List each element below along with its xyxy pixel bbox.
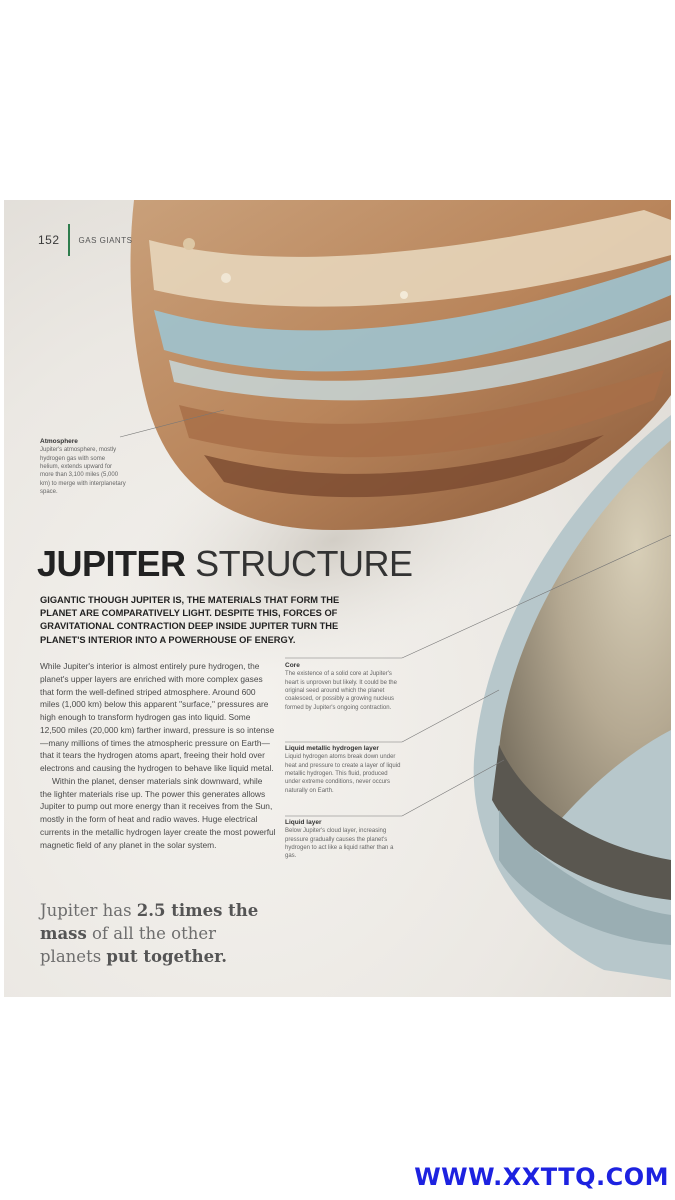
callout-metallic-title: Liquid metallic hydrogen layer (285, 745, 379, 752)
title-bold: JUPITER (37, 543, 186, 584)
quote-bold-2: put together. (106, 946, 228, 966)
quote-bold-1: 2.5 times the mass (40, 901, 259, 943)
callout-metallic-body: Liquid hydrogen atoms break down under heat and pressure to create a layer of liquid metallic hydrogen. This fluid, produced under extreme conditions, never occurs naturally on Earth. (285, 754, 401, 794)
atmosphere-label-title: Atmosphere (40, 438, 78, 445)
title-light: STRUCTURE (195, 543, 413, 584)
atmosphere-label-body: Jupiter's atmosphere, mostly hydrogen gas with some helium, extends upward for more than 3,100 miles (5,000 km) to merge with interplanetary space. (40, 447, 126, 495)
running-header (38, 224, 132, 256)
header-rule (68, 224, 70, 256)
quote-part-1: Jupiter has (40, 901, 137, 920)
atmosphere-label (40, 438, 126, 496)
callout-liquid-title: Liquid layer (285, 819, 322, 826)
body-paragraph-2: Within the planet, denser materials sink downward, while the lighter materials rise up. The power this generates allows Jupiter to pump out more energy than it receives from the Sun, mostly in the form of heat and radio waves. Huge electrical currents in the metallic hydrogen layer create the most powerful magnetic field of any planet in the solar system. (40, 775, 276, 850)
intro-paragraph: GIGANTIC THOUGH JUPITER IS, THE MATERIALS THAT FORM THE PLANET ARE COMPARATIVELY LIGHT. DESPITE THIS, FORCES OF GRAVITATIONAL CONTRACTION DEEP INSIDE JUPITER TURN THE PLANET'S INTERIOR INTO A POWERHOUSE OF ENERGY. (40, 595, 340, 645)
page-title (37, 543, 413, 585)
jupiter-atmosphere-slice (130, 200, 671, 530)
callout-core-body: The existence of a solid core at Jupiter's heart is unproven but likely. It could be the original seed around which the planet coalesced, or possibly a growing nucleus formed by Jupiter's ongoing contraction. (285, 671, 397, 711)
body-paragraph-1: While Jupiter's interior is almost entirely pure hydrogen, the planet's upper layers are enriched with more complex gases that form the well-defined striped atmosphere. Around 600 miles (1,000 km) below this apparent "surface," pressures are high enough to transform hydrogen gas into liquid. Some 12,500 miles (20,000 km) farther inward, pressure is so intense—many millions of times the atmospheric pressure on Earth—that it tears the hydrogen atoms apart, freeing their hold over electrons and causing the hydrogen to behave like liquid metal. (40, 661, 275, 774)
body-text (40, 660, 276, 851)
callout-liquid-body: Below Jupiter's cloud layer, increasing pressure gradually causes the planet's hydrogen to act like a liquid rather than a gas. (285, 828, 394, 860)
watermark-text: WWW.XXTTQ.COM (414, 1163, 669, 1191)
callout-liquid-layer (285, 819, 403, 861)
book-page (4, 200, 671, 997)
section-name: GAS GIANTS (78, 235, 133, 245)
callout-core-title: Core (285, 662, 300, 669)
callout-metallic-hydrogen (285, 745, 403, 795)
callout-core (285, 662, 403, 712)
pull-quote (40, 900, 280, 968)
quote-part-2: of all the other planets (40, 923, 217, 966)
page-number: 152 (38, 233, 60, 247)
